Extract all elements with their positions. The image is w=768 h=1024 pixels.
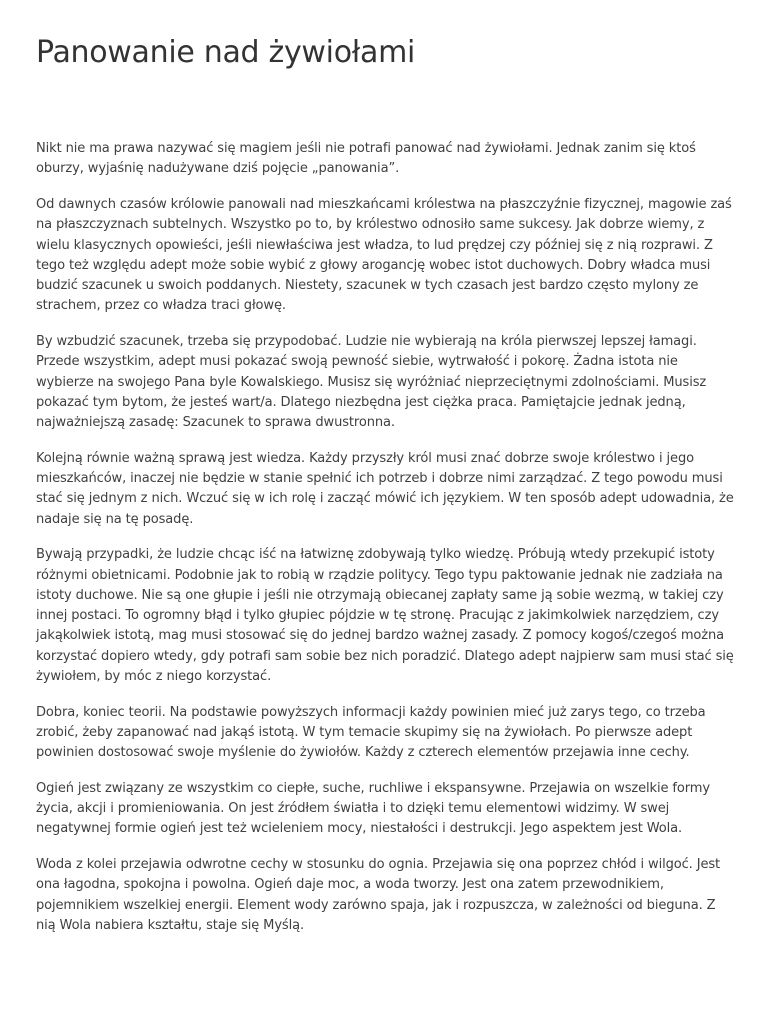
paragraph: Kolejną równie ważną sprawą jest wiedza. Każdy przyszły król musi znać dobrze swoje królestwo i jego mieszkańców, inaczej nie będzie w stanie spełnić ich potrzeb i dobrze nimi zarządzać. Z tego powodu musi stać się jednym z nich. Wczuć się w ich rolę i zacząć mówić ich językiem. W ten sposób adept udowadnia, że nadaje się na tę posadę.: [36, 450, 734, 527]
paragraph: Bywają przypadki, że ludzie chcąc iść na łatwiznę zdobywają tylko wiedzę. Próbują wtedy przekupić istoty różnymi obietnicami. Podobnie jak to robią w rządzie politycy. Tego typu paktowanie jednak nie zadziała na istoty duchowe. Nie są one głupie i jeśli nie otrzymają obiecanej zapłaty same ją sobie wezmą, w takiej czy innej postaci. To ogromny błąd i tylko głupiec pójdzie w tę stronę. Pracując z jakimkolwiek narzędziem, czy jakąkolwiek istotą, mag musi stosować się do jednej bardzo ważnej zasady. Z pomocy kogoś/czegoś można korzystać dopiero wtedy, gdy potrafi sam sobie bez nich poradzić. Dlatego adept najpierw sam musi stać się żywiołem, by móc z niego korzystać.: [36, 547, 734, 684]
paragraph: By wzbudzić szacunek, trzeba się przypodobać. Ludzie nie wybierają na króla pierwszej lepszej łamagi. Przede wszystkim, adept musi pokazać swoją pewność siebie, wytrwałość i pokorę. Żadna istota nie wybierze na swojego Pana byle Kowalskiego. Musisz się wyróżniać nieprzeciętnymi zdolnościami. Musisz pokazać tym bytom, że jesteś wart/a. Dlatego niezbędna jest ciężka praca. Pamiętajcie jednak jedną, najważniejszą zasadę: Szacunek to sprawa dwustronna.: [36, 334, 707, 430]
article-body: [36, 139, 736, 936]
paragraph: Ogień jest związany ze wszystkim co ciepłe, suche, ruchliwe i ekspansywne. Przejawia on wszelkie formy życia, akcji i promieniowania. On jest źródłem światła i to dzięki temu elementowi widzimy. W swej negatywnej formie ogień jest też wcieleniem mocy, niestałości i destrukcji. Jego aspektem jest Wola.: [36, 780, 710, 837]
page-title: Panowanie nad żywiołami: [36, 35, 416, 70]
paragraph: Woda z kolei przejawia odwrotne cechy w stosunku do ognia. Przejawia się ona poprzez chłód i wilgoć. Jest ona łagodna, spokojna i powolna. Ogień daje moc, a woda tworzy. Jest ona zatem przewodnikiem, pojemnikiem wszelkiej energii. Element wody zarówno spaja, jak i rozpuszcza, w zależności od bieguna. Z nią Wola nabiera kształtu, staje się Myślą.: [36, 857, 721, 933]
paragraph: Od dawnych czasów królowie panowali nad mieszkańcami królestwa na płaszczyźnie fizycznej, magowie zaś na płaszczyznach subtelnych. Wszystko po to, by królestwo odnosiło same sukcesy. Jak dobrze wiemy, z wielu klasycznych opowieści, jeśli niewłaściwa jest władza, to lud prędzej czy później się z nią rozprawi. Z tego też względu adept może sobie wybić z głowy arogancję wobec istot duchowych. Dobry władca musi budzić szacunek u swoich poddanych. Niestety, szacunek w tych czasach jest bardzo często mylony ze strachem, przez co władza traci głowę.: [36, 197, 732, 314]
paragraph: Dobra, koniec teorii. Na podstawie powyższych informacji każdy powinien mieć już zarys tego, co trzeba zrobić, żeby zapanować nad jakąś istotą. W tym temacie skupimy się na żywiołach. Po pierwsze adept powinien dostosować swoje myślenie do żywiołów. Każdy z czterech elementów przejawia inne cechy.: [36, 704, 706, 760]
paragraph: Nikt nie ma prawa nazywać się magiem jeśli nie potrafi panować nad żywiołami. Jednak zanim się ktoś oburzy, wyjaśnię nadużywane dziś pojęcie „panowania”.: [36, 141, 696, 177]
document-page: [36, 0, 736, 952]
